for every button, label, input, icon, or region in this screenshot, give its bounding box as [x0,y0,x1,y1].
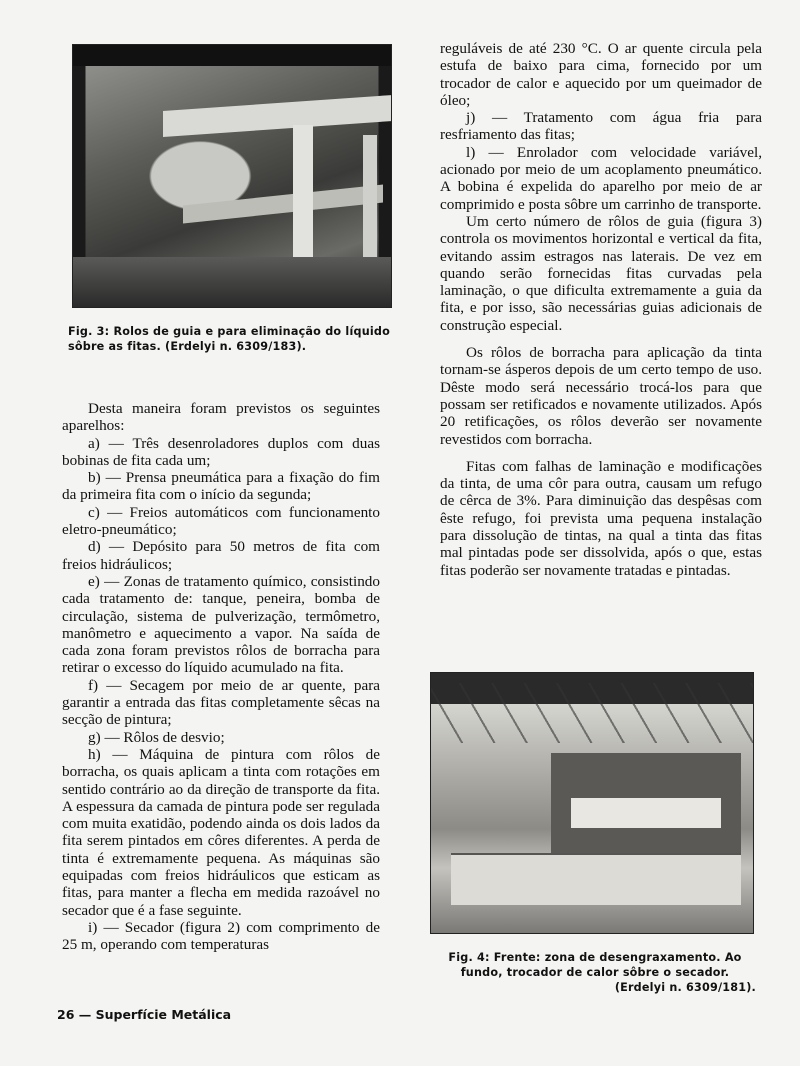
paragraph: h) — Máquina de pintura com rôlos de borracha, os quais aplicam a tinta com rotações em sentido contrário ao da direção de transporte da fita. A espessura da camada de pintura pode ser regulada com muita exatidão, podendo ainda os dois lados da fita serem pintados em côres diferentes. A perda de tinta é extremamente pequena. As máquinas são equipadas com freios hidráulicos que esticam as fitas, para manter a flecha em medida razoável no secador que é a fase seguinte. [62,745,380,919]
paragraph: a) — Três desenroladores duplos com duas bobinas de fita cada um; [62,434,380,469]
paragraph: l) — Enrolador com velocidade variável, acionado por meio de um acoplamento pneumático. A bobina é expelida do aparelho por meio de ar comprimido e posta sôbre um carrinho de transporte. [440,143,762,213]
paragraph: g) — Rôlos de desvio; [88,728,225,746]
paragraph: j) — Tratamento com água fria para resfriamento das fitas; [440,109,762,144]
paragraph: e) — Zonas de tratamento químico, consistindo cada tratamento de: tanque, peneira, bomba de circulação, sistema de pulverização, termômetro, manômetro e aquecimento a vapor. Na saída de cada zona foram previstos rôlos de borracha para retirar o excesso do líquido acumulado na fita. [62,572,380,677]
left-column [62,400,380,954]
figure-4-caption-ref: (Erdelyi n. 6309/181). [614,981,756,994]
figure-4-caption [434,950,756,995]
paragraph: Os rôlos de borracha para aplicação da tinta tornam-se ásperos depois de um certo tempo de uso. Dêste modo será necessário trocá-los para que possam ser retificados e novamente utilizados. Após 20 retificações, os rôlos deverão ser novamente revestidos com borracha. [440,344,762,448]
paragraph: Um certo número de rôlos de guia (figura 3) controla os movimentos horizontal e vertical da fita, evitando assim estragos nas laterais. De vez em quando serão fornecidas fitas curvadas pela laminação, o que dificulta extremamente a guia da fita, e por isso, são necessárias guias adicionais de construção especial. [440,212,762,334]
paragraph: b) — Prensa pneumática para a fixação do fim da primeira fita com o início da segunda; [62,469,380,504]
paragraph: c) — Freios automáticos com funcionamento eletro-pneumático; [62,503,380,539]
figure-4-photo [430,672,754,934]
paragraph: f) — Secagem por meio de ar quente, para garantir a entrada das fitas completamente sêcas na secção de pintura; [62,676,380,729]
figure-3-caption: Fig. 3: Rolos de guia e para eliminação do líquido sôbre as fitas. (Erdelyi n. 6309/183). [68,325,390,353]
paragraph: Fitas com falhas de laminação e modificações da tinta, de uma côr para outra, causam um refugo de cêrca de 3%. Para diminuição das despêsas com êste refugo, foi prevista uma pequena instalação para dissolução de tintas, na qual a tinta das fitas mal pintadas pode ser dissolvida, após o que, estas fitas poderão ser novamente tratadas e pintadas. [440,457,762,579]
paragraph: reguláveis de até 230 °C. O ar quente circula pela estufa de baixo para cima, fornecido por um trocador de calor e aquecido por um queimador de óleo; [440,40,762,109]
figure-3-photo [72,44,392,308]
paragraph: i) — Secador (figura 2) com comprimento de 25 m, operando com temperaturas [62,918,380,954]
paragraph: Desta maneira foram previstos os seguintes aparelhos: [62,400,380,435]
paragraph: d) — Depósito para 50 metros de fita com freios hidráulicos; [62,538,380,573]
page-footer: 26 — Superfície Metálica [57,1007,232,1022]
figure-4-caption-text: Fig. 4: Frente: zona de desengraxamento. Ao fundo, trocador de calor sôbre o secador. [448,951,742,979]
right-column [440,40,762,579]
